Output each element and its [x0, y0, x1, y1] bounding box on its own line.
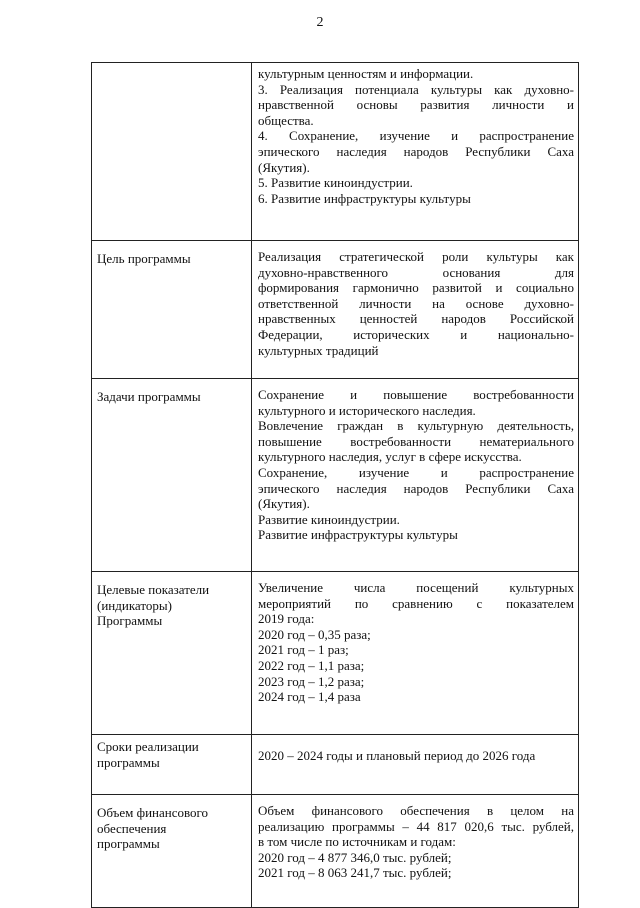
row-label-target-indicators — [92, 572, 252, 735]
text-line: 5. Развитие киноиндустрии. — [258, 175, 413, 191]
text-line: Развитие киноиндустрии. — [258, 511, 400, 527]
text-line: 2023 год – 1,2 раза; — [258, 673, 365, 689]
text-line: (Якутия). — [258, 496, 310, 512]
text-line: реализацию программы – 44 817 020,6 тыс. рублей, — [258, 818, 574, 834]
text-line: Объем финансового обеспечения в целом на — [258, 803, 574, 818]
text-line: Развитие инфраструктуры культуры — [258, 527, 458, 543]
table-row — [92, 379, 579, 572]
label-line: программы — [97, 754, 160, 770]
text-line: Увеличение числа посещений культурных — [258, 580, 574, 595]
row-content-program-tasks — [252, 379, 579, 572]
text-line: 2021 год – 8 063 241,7 тыс. рублей; — [258, 865, 452, 881]
row-content-program-terms — [252, 735, 579, 795]
text-line: культурных традиций — [258, 342, 379, 358]
text-line: культурного наследия, услуг в сфере искусства. — [258, 449, 522, 465]
row-content-target-indicators — [252, 572, 579, 735]
page-number: 2 — [316, 15, 324, 30]
table-row — [92, 63, 579, 241]
label-line: (индикаторы) — [97, 597, 172, 613]
text-line: Федерации, исторических и национально- — [258, 326, 574, 342]
text-line: нравственной основы развития личности и — [258, 97, 574, 113]
text-line: нравственных ценностей народов Российской — [258, 311, 574, 327]
row-label — [92, 63, 252, 241]
text-line: 3. Реализация потенциала культуры как духовно- — [258, 81, 574, 97]
program-passport-table — [91, 62, 579, 908]
text-line: 2020 год – 0,35 раза; — [258, 626, 371, 642]
row-content-financing — [252, 795, 579, 908]
label-line: Сроки реализации — [97, 739, 199, 754]
label-line: Объем финансового — [97, 805, 209, 820]
text-line: общества. — [258, 112, 314, 128]
table-row — [92, 572, 579, 735]
text-line: 2019 года: — [258, 611, 315, 627]
text-line: формирования гармонично развитой и социально — [258, 280, 574, 296]
row-label-financing — [92, 795, 252, 908]
row-content-program-goal — [252, 241, 579, 379]
text-line: культурного и исторического наследия. — [258, 402, 476, 418]
text-line: эпического наследия народов Республики Саха — [258, 143, 574, 159]
text-line: Реализация стратегической роли культуры как — [258, 249, 574, 264]
table-row — [92, 795, 579, 908]
row-label-program-terms — [92, 735, 252, 795]
label-line: программы — [97, 836, 160, 852]
text-line: духовно-нравственного основания для — [258, 264, 574, 280]
text-line: Сохранение и повышение востребованности — [258, 387, 574, 402]
text-line: 6. Развитие инфраструктуры культуры — [258, 190, 471, 206]
text-line: 2020 год – 4 877 346,0 тыс. рублей; — [258, 849, 452, 865]
text-line: 4. Сохранение, изучение и распространение — [258, 128, 574, 144]
text-line: Сохранение, изучение и распространение — [258, 464, 574, 480]
table-row — [92, 735, 579, 795]
row-label-program-goal: Цель программы — [92, 241, 252, 379]
text-line: (Якутия). — [258, 159, 310, 175]
label-line: обеспечения — [97, 820, 167, 836]
text-line: 2020 – 2024 годы и плановый период до 2026 года — [258, 748, 536, 763]
text-line: Вовлечение граждан в культурную деятельность, — [258, 418, 574, 434]
text-line: культурным ценностям и информации. — [258, 66, 474, 81]
table-row — [92, 241, 579, 379]
text-line: в том числе по источникам и годам: — [258, 834, 456, 850]
text-line: 2024 год – 1,4 раза — [258, 689, 361, 705]
text-line: эпического наследия народов Республики Саха — [258, 480, 574, 496]
row-label-program-tasks: Задачи программы — [92, 379, 252, 572]
text-line: 2021 год – 1 раз; — [258, 642, 349, 658]
label-line: Целевые показатели — [97, 582, 210, 597]
text-line: повышение востребованности нематериального — [258, 433, 574, 449]
text-line: мероприятий по сравнению с показателем — [258, 595, 574, 611]
text-line: 2022 год – 1,1 раза; — [258, 657, 365, 673]
text-line: ответственной личности на основе духовно- — [258, 295, 574, 311]
label-line: Программы — [97, 613, 163, 629]
row-content-tasks-continued — [252, 63, 579, 241]
